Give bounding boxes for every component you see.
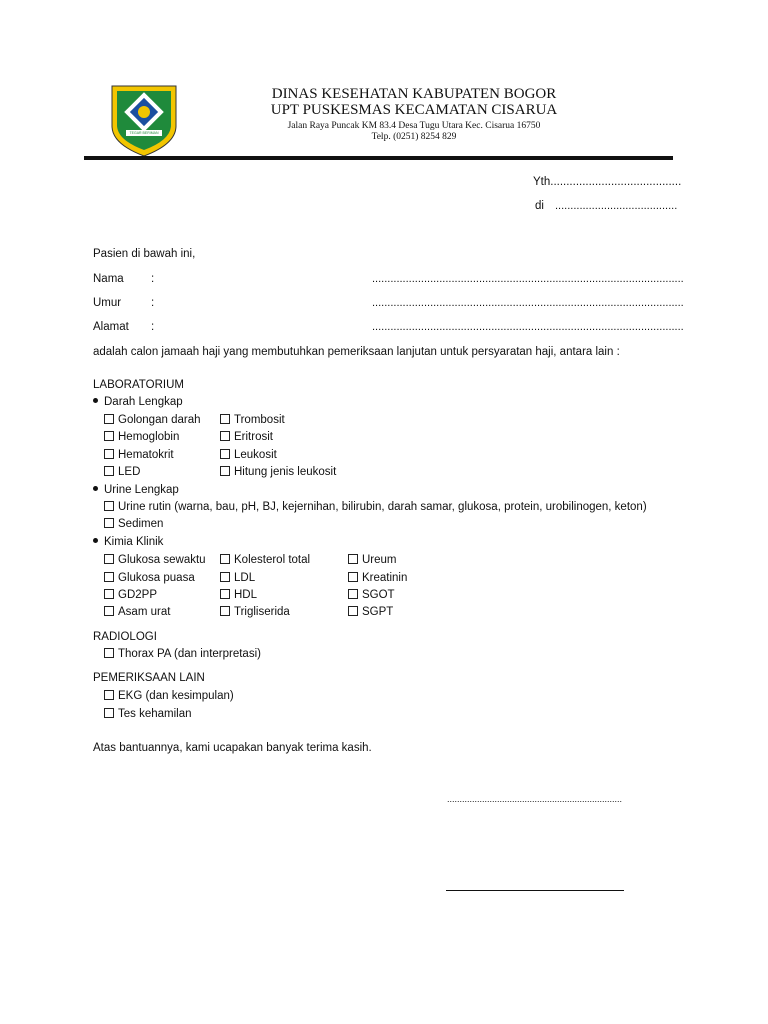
checkbox-label: SGPT [362,606,394,618]
checkbox-icon[interactable] [220,449,230,459]
purpose-text: adalah calon jamaah haji yang membutuhkan pemeriksaan lanjutan untuk persyaratan haji, antara lain : [93,346,620,358]
checkbox-label: Ureum [362,554,397,566]
bullet-icon [93,398,98,403]
header-phone: Telp. (0251) 8254 829 [371,132,457,142]
checkbox-label: EKG (dan kesimpulan) [118,690,234,702]
section-laboratorium: LABORATORIUM [93,379,184,391]
checkbox-item[interactable] [220,589,257,601]
checkbox-item[interactable] [104,501,647,513]
puskesmas-logo [108,82,180,158]
checkbox-item[interactable] [220,606,290,618]
header-institution: UPT PUSKESMAS KECAMATAN CISARUA [270,102,558,118]
checkbox-item[interactable] [348,606,393,618]
checkbox-icon[interactable] [220,606,230,616]
checkbox-icon[interactable] [104,449,114,459]
checkbox-item[interactable] [104,572,195,584]
group-title: Kimia Klinik [104,536,164,548]
checkbox-item[interactable] [348,589,395,601]
checkbox-item[interactable] [104,606,170,618]
checkbox-item[interactable] [348,554,397,566]
recipient-di-dots: ........................................ [555,200,678,212]
group-urine-lengkap [93,484,179,496]
checkbox-icon[interactable] [348,572,358,582]
checkbox-label: GD2PP [118,589,157,601]
checkbox-label: LED [118,466,141,478]
checkbox-label: Trigliserida [234,606,290,618]
checkbox-item[interactable] [220,554,310,566]
checkbox-icon[interactable] [104,589,114,599]
checkbox-label: Sedimen [118,518,164,530]
checkbox-icon[interactable] [348,589,358,599]
group-title: Urine Lengkap [104,484,179,496]
checkbox-icon[interactable] [220,414,230,424]
header-divider [84,156,673,160]
field-nama-colon: : [151,273,155,285]
checkbox-label: Kolesterol total [234,554,311,566]
checkbox-label: Kreatinin [362,572,408,584]
checkbox-item[interactable] [220,572,255,584]
group-title: Darah Lengkap [104,396,183,408]
checkbox-label: Leukosit [234,449,277,461]
checkbox-icon[interactable] [104,606,114,616]
header-address: Jalan Raya Puncak KM 83.4 Desa Tugu Utara Kec. Cisarua 16750 [287,121,541,131]
section-radiologi: RADIOLOGI [93,631,157,643]
checkbox-item[interactable] [348,572,407,584]
checkbox-label: Hitung jenis leukosit [234,466,337,478]
checkbox-item[interactable] [104,431,179,443]
bullet-icon [93,538,98,543]
checkbox-icon[interactable] [220,589,230,599]
checkbox-icon[interactable] [104,431,114,441]
field-umur-colon: : [151,297,155,309]
checkbox-label: Golongan darah [118,414,201,426]
checkbox-item[interactable] [104,466,140,478]
checkbox-label: Asam urat [118,606,171,618]
checkbox-label: Glukosa puasa [118,572,195,584]
checkbox-item[interactable] [104,414,200,426]
checkbox-icon[interactable] [104,554,114,564]
checkbox-icon[interactable] [104,648,114,658]
group-kimia-klinik [93,536,163,548]
checkbox-item[interactable] [104,708,192,720]
checkbox-icon[interactable] [104,518,114,528]
checkbox-icon[interactable] [220,431,230,441]
field-alamat-label: Alamat [93,321,129,333]
intro-text: Pasien di bawah ini, [93,248,196,260]
group-darah-lengkap [93,396,183,408]
checkbox-icon[interactable] [220,572,230,582]
checkbox-icon[interactable] [104,466,114,476]
checkbox-label: Tes kehamilan [118,708,192,720]
signature-line [446,890,624,891]
checkbox-icon[interactable] [348,606,358,616]
checkbox-label: Urine rutin (warna, bau, pH, BJ, kejernihan, bilirubin, darah samar, glukosa, protein, urobilinogen, keton) [118,501,647,513]
checkbox-icon[interactable] [104,708,114,718]
checkbox-label: LDL [234,572,256,584]
section-pemeriksaan-lain: PEMERIKSAAN LAIN [93,672,205,684]
field-umur-dots: ...................................................................................................... [372,297,684,309]
checkbox-icon[interactable] [104,414,114,424]
field-umur-label: Umur [93,297,122,309]
checkbox-item[interactable] [220,414,285,426]
field-alamat-colon: : [151,321,155,333]
checkbox-label: Hematokrit [118,449,174,461]
header-agency: DINAS KESEHATAN KABUPATEN BOGOR [271,86,557,102]
checkbox-label: Trombosit [234,414,285,426]
checkbox-icon[interactable] [104,572,114,582]
recipient-yth: Yth......................................... [533,176,682,188]
checkbox-item[interactable] [104,648,261,660]
checkbox-icon[interactable] [220,554,230,564]
checkbox-item[interactable] [104,589,157,601]
checkbox-item[interactable] [104,449,174,461]
checkbox-label: Hemoglobin [118,431,180,443]
field-nama-dots: ...................................................................................................... [372,273,684,285]
checkbox-item[interactable] [104,554,206,566]
closing-text: Atas bantuannya, kami ucapakan banyak terima kasih. [93,742,372,754]
checkbox-item[interactable] [104,518,163,530]
checkbox-label: HDL [234,589,258,601]
checkbox-item[interactable] [104,690,234,702]
checkbox-item[interactable] [220,449,277,461]
checkbox-icon[interactable] [104,690,114,700]
checkbox-icon[interactable] [348,554,358,564]
checkbox-label: Eritrosit [234,431,273,443]
checkbox-item[interactable] [220,466,336,478]
recipient-di-label: di [535,200,544,212]
field-alamat-dots: ...................................................................................................... [372,321,684,333]
checkbox-label: Glukosa sewaktu [118,554,206,566]
logo-motto: TEGAR BERIMAN [129,131,159,135]
logo-emblem-icon [108,82,180,158]
checkbox-icon[interactable] [104,501,114,511]
checkbox-icon[interactable] [220,466,230,476]
field-nama-label: Nama [93,273,124,285]
signature-place-dots: ...................................................................... [447,794,623,804]
checkbox-label: SGOT [362,589,395,601]
checkbox-item[interactable] [220,431,273,443]
bullet-icon [93,486,98,491]
checkbox-label: Thorax PA (dan interpretasi) [118,648,261,660]
